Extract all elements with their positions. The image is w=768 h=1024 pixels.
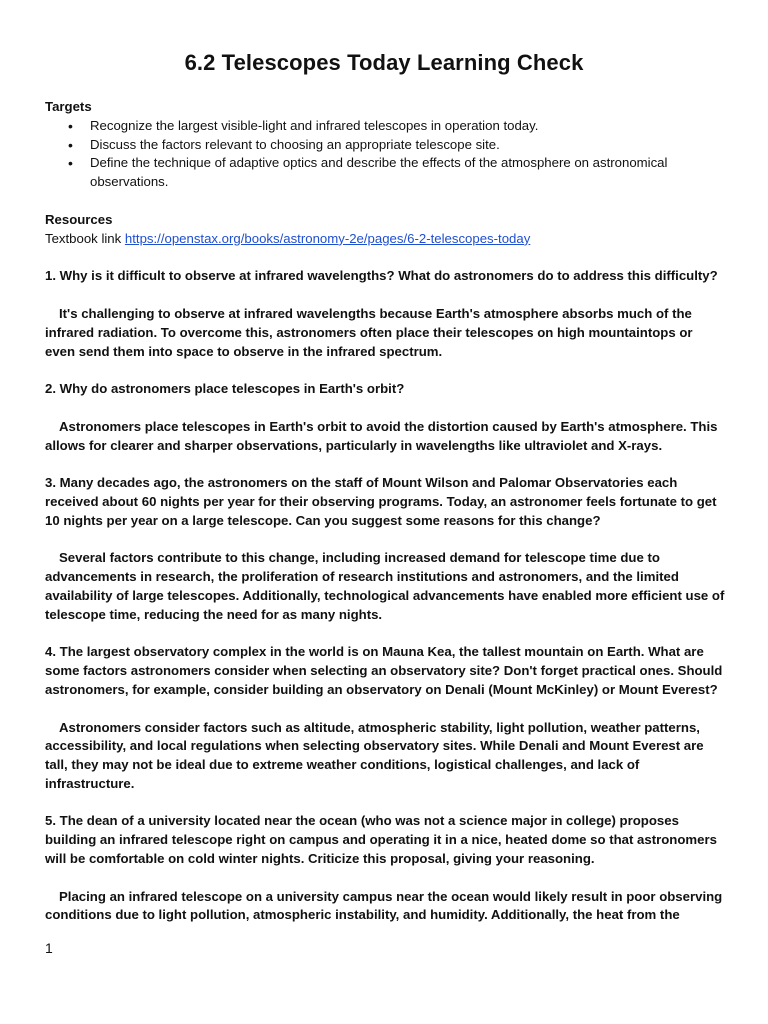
textbook-label: Textbook link xyxy=(45,230,125,246)
qa-item xyxy=(45,812,725,925)
question-5: 5. The dean of a university located near the ocean (who was not a science major in college) proposes building an infrared telescope right on campus and operating it in a nice, heated dome so that astronomers will be comfortable on cold winter nights. Criticize this proposal, giving your reasoning. xyxy=(45,813,717,867)
answer-5: Placing an infrared telescope on a university campus near the ocean would likely result in poor observing conditions due to light pollution, atmospheric instability, and humidity. Additionally, the heat from the xyxy=(45,888,723,923)
document-body xyxy=(45,98,725,925)
answer-4: Astronomers consider factors such as altitude, atmospheric stability, light pollution, weather patterns, accessibility, and local regulations when selecting observatory sites. While Denali and Mount Everest are tall, they may not be ideal due to extreme weather conditions, logistical challenges, and lack of infrastructure. xyxy=(45,719,704,791)
qa-item xyxy=(45,380,725,455)
targets-section xyxy=(45,98,725,192)
question-4: 4. The largest observatory complex in the world is on Mauna Kea, the tallest mountain on Earth. What are some factors astronomers consider when selecting an observatory site? Don't forget practical ones. Should astronomers, for example, consider building an observatory on Denali (Mount McKinley) or Mount Everest? xyxy=(45,644,723,697)
answer-1: It's challenging to observe at infrared wavelengths because Earth's atmosphere absorbs much of the infrared radiation. To overcome this, astronomers often place their telescopes on high mountaintops or even send them into space to observe in the infrared spectrum. xyxy=(45,305,693,359)
question-3: 3. Many decades ago, the astronomers on the staff of Mount Wilson and Palomar Observatories each received about 60 nights per year for their observing programs. Today, an astronomer feels fortunate to get 10 nights per year on a large telescope. Can you suggest some reasons for this change? xyxy=(45,475,717,528)
question-2: 2. Why do astronomers place telescopes in Earth's orbit? xyxy=(45,381,405,397)
document-title: 6.2 Telescopes Today Learning Check xyxy=(184,50,584,75)
qa-item xyxy=(45,474,725,624)
page-number: 1 xyxy=(45,940,53,956)
target-item: • Define the technique of adaptive optics and describe the effects of the atmosphere on astronomical observations. xyxy=(90,154,725,192)
question-1: 1. Why is it difficult to observe at infrared wavelengths? What do astronomers do to address this difficulty? xyxy=(45,268,718,284)
target-item: • Recognize the largest visible-light and infrared telescopes in operation today. xyxy=(90,117,725,136)
resources-section xyxy=(45,211,725,249)
resources-heading: Resources xyxy=(45,211,113,227)
targets-heading: Targets xyxy=(45,99,92,114)
textbook-link[interactable]: https://openstax.org/books/astronomy-2e/pages/6-2-telescopes-today xyxy=(124,230,531,246)
answer-3: Several factors contribute to this change, including increased demand for telescope time due to advancements in research, the proliferation of research institutions and astronomers, and the limited availability of large telescopes. Additionally, technological advancements have enabled more efficient use of telescope time, reducing the need for as many nights. xyxy=(45,550,725,622)
qa-item xyxy=(45,643,725,793)
textbook-line xyxy=(45,230,725,249)
target-item: • Discuss the factors relevant to choosing an appropriate telescope site. xyxy=(90,136,725,155)
qa-item xyxy=(45,267,725,361)
answer-2: Astronomers place telescopes in Earth's orbit to avoid the distortion caused by Earth's atmosphere. This allows for clearer and sharper observations, particularly in wavelengths like ultraviolet and X-rays. xyxy=(45,418,718,453)
targets-list xyxy=(45,117,725,192)
